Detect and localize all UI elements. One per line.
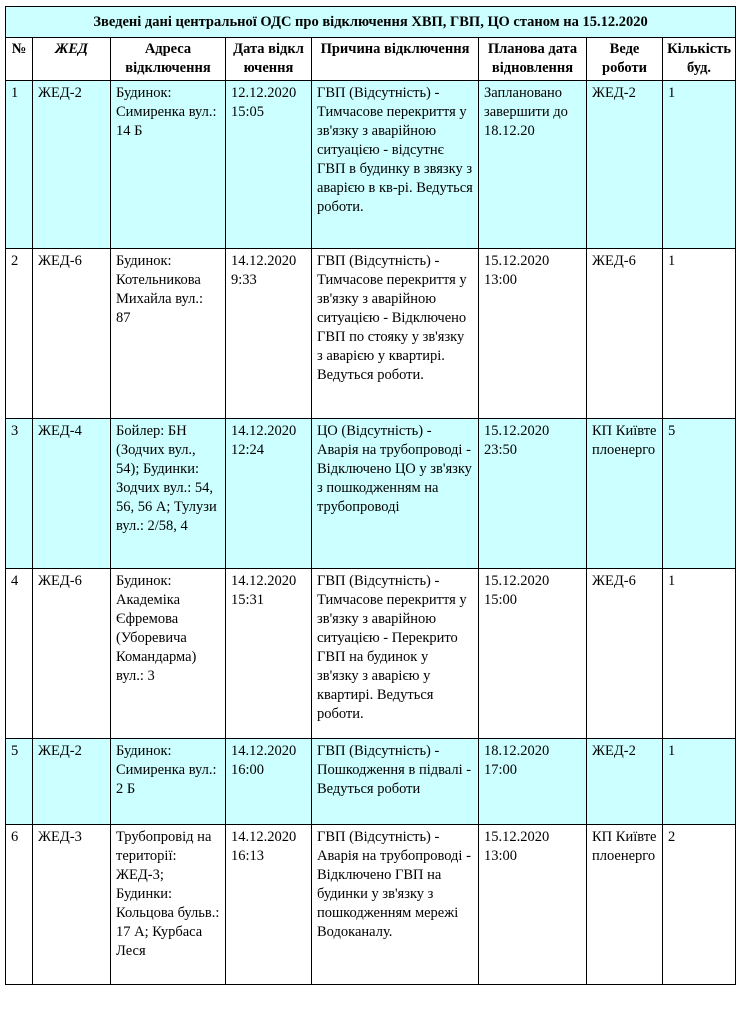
row-num: 1 <box>6 81 33 249</box>
header-row <box>6 38 736 81</box>
row-address: Будинок: Академіка Єфремова (Уборевича Командарма) вул.: 3 <box>111 569 226 739</box>
row-reason: ГВП (Відсутність) - Пошкодження в підвалі - Ведуться роботи <box>312 739 479 825</box>
row-zhed: ЖЕД-6 <box>33 249 111 419</box>
table-row <box>6 419 736 569</box>
row-date: 14.12.2020 15:31 <box>226 569 312 739</box>
table-row <box>6 569 736 739</box>
row-address: Будинок: Симиренка вул.: 14 Б <box>111 81 226 249</box>
row-restore: 18.12.2020 17:00 <box>479 739 587 825</box>
header-worker: Веде роботи <box>587 38 663 81</box>
row-reason: ГВП (Відсутність) - Тимчасове перекриття у зв'язку з аварійною ситуацією - Відключено ГВП по стояку у зв'язку з аварією у квартирі. Ведуться роботи. <box>312 249 479 419</box>
row-reason: ГВП (Відсутність) - Тимчасове перекриття у зв'язку з аварійною ситуацією - Перекрито ГВП на будинок у зв'язку з аварією у квартирі. Ведуться роботи. <box>312 569 479 739</box>
row-num: 3 <box>6 419 33 569</box>
table-row <box>6 81 736 249</box>
row-address: Трубопровід на території: ЖЕД-3; Будинки: Кольцова бульв.: 17 А; Курбаса Леся <box>111 825 226 985</box>
table-title: Зведені дані центральної ОДС про відключення ХВП, ГВП, ЦО станом на 15.12.2020 <box>6 7 736 38</box>
row-restore: 15.12.2020 15:00 <box>479 569 587 739</box>
header-count: Кількість буд. <box>663 38 736 81</box>
row-reason: ГВП (Відсутність) - Аварія на трубопроводі - Відключено ГВП на будинки у зв'язку з пошкодженням мережі Водоканалу. <box>312 825 479 985</box>
row-worker: ЖЕД-2 <box>587 81 663 249</box>
header-address: Адреса відключення <box>111 38 226 81</box>
row-address: Бойлер: БН (Зодчих вул., 54); Будинки: Зодчих вул.: 54, 56, 56 А; Тулузи вул.: 2/58, 4 <box>111 419 226 569</box>
header-zhed: ЖЕД <box>33 38 111 81</box>
table-row <box>6 739 736 825</box>
row-worker: ЖЕД-6 <box>587 569 663 739</box>
row-zhed: ЖЕД-4 <box>33 419 111 569</box>
report-container <box>5 6 735 985</box>
row-num: 4 <box>6 569 33 739</box>
row-worker: КП Київтеплоенерго <box>587 825 663 985</box>
row-date: 14.12.2020 16:13 <box>226 825 312 985</box>
row-date: 14.12.2020 12:24 <box>226 419 312 569</box>
row-zhed: ЖЕД-6 <box>33 569 111 739</box>
row-count: 1 <box>663 739 736 825</box>
row-count: 1 <box>663 81 736 249</box>
row-worker: ЖЕД-2 <box>587 739 663 825</box>
outage-table <box>5 6 736 985</box>
table-row <box>6 249 736 419</box>
row-count: 2 <box>663 825 736 985</box>
row-date: 14.12.2020 9:33 <box>226 249 312 419</box>
row-address: Будинок: Симиренка вул.: 2 Б <box>111 739 226 825</box>
row-restore: 15.12.2020 13:00 <box>479 825 587 985</box>
row-count: 5 <box>663 419 736 569</box>
header-num: № <box>6 38 33 81</box>
row-zhed: ЖЕД-2 <box>33 81 111 249</box>
row-address: Будинок: Котельникова Михайла вул.: 87 <box>111 249 226 419</box>
row-worker: ЖЕД-6 <box>587 249 663 419</box>
row-reason: ЦО (Відсутність) - Аварія на трубопроводі - Відключено ЦО у зв'язку з пошкодженням на трубопроводі <box>312 419 479 569</box>
row-num: 6 <box>6 825 33 985</box>
header-date: Дата відключення <box>226 38 312 81</box>
row-date: 14.12.2020 16:00 <box>226 739 312 825</box>
row-count: 1 <box>663 569 736 739</box>
header-restore: Планова дата відновлення <box>479 38 587 81</box>
row-restore: 15.12.2020 13:00 <box>479 249 587 419</box>
row-zhed: ЖЕД-2 <box>33 739 111 825</box>
row-zhed: ЖЕД-3 <box>33 825 111 985</box>
row-count: 1 <box>663 249 736 419</box>
row-num: 5 <box>6 739 33 825</box>
row-num: 2 <box>6 249 33 419</box>
row-restore: Заплановано завершити до 18.12.20 <box>479 81 587 249</box>
row-date: 12.12.2020 15:05 <box>226 81 312 249</box>
row-restore: 15.12.2020 23:50 <box>479 419 587 569</box>
table-row <box>6 825 736 985</box>
row-worker: КП Київтеплоенерго <box>587 419 663 569</box>
header-reason: Причина відключення <box>312 38 479 81</box>
row-reason: ГВП (Відсутність) - Тимчасове перекриття у зв'язку з аварійною ситуацією - відсутнє ГВП в будинку в звязку з аварією в кв-рі. Ведуться роботи. <box>312 81 479 249</box>
